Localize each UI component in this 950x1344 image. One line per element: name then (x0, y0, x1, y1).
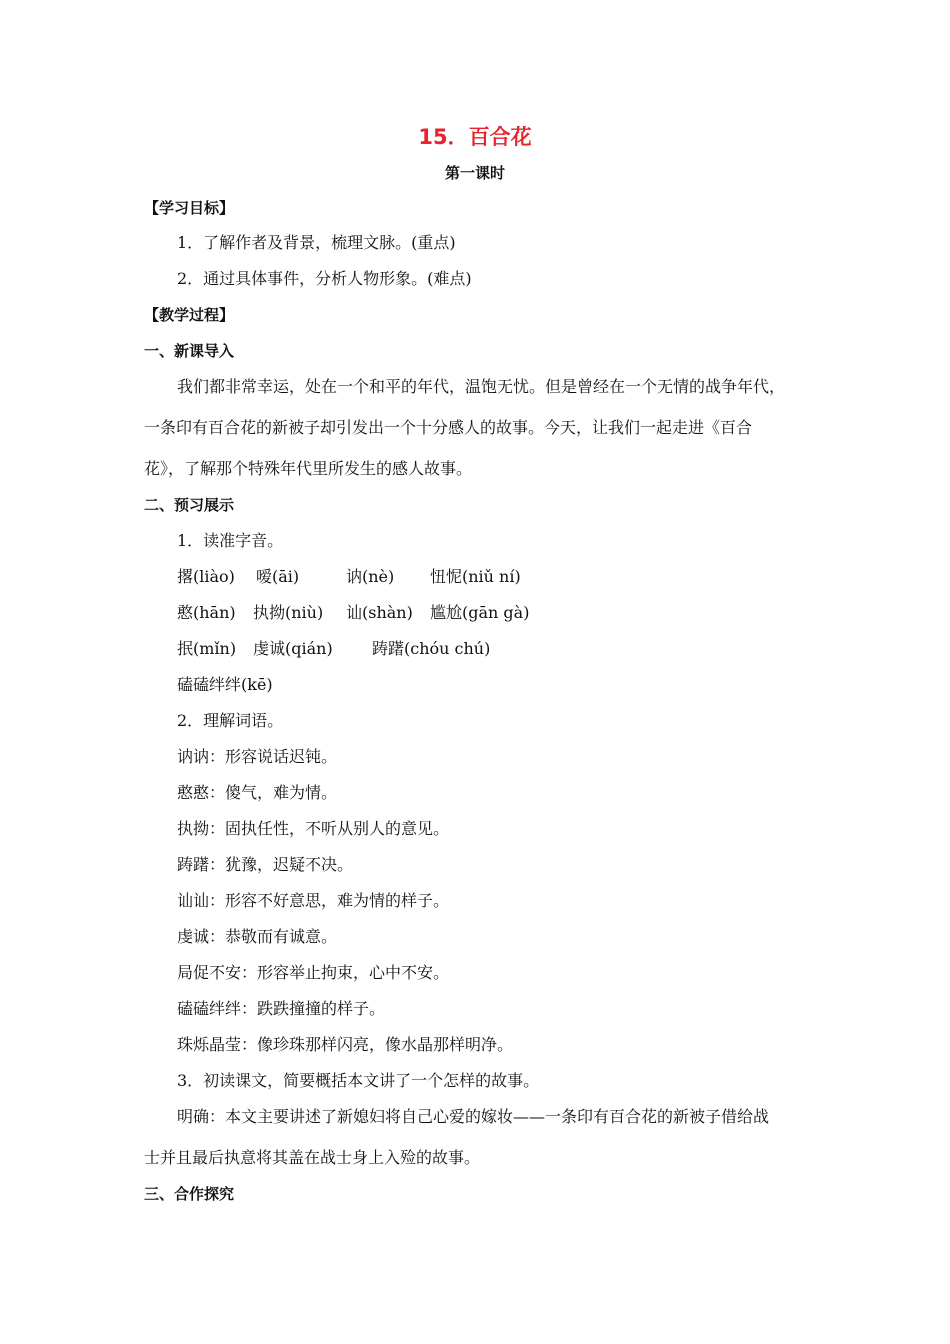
pinyin-word: 讪(shàn) (346, 603, 413, 622)
pinyin-row: 磕磕绊绊(kē) (177, 675, 273, 694)
pinyin-word: 撂(liào) (177, 567, 235, 586)
pinyin-word: 憨(hān) (177, 603, 236, 622)
pinyin-row (177, 567, 521, 587)
pinyin-word: 嗳(āi) (256, 567, 300, 586)
subsection-heading: 3．初读课文，简要概括本文讲了一个怎样的故事。 (177, 1071, 540, 1090)
pinyin-word: 虔诚(qián) (253, 639, 333, 658)
pinyin-word: 踌躇(chóu chú) (372, 639, 491, 658)
goals-heading: 【学习目标】 (144, 199, 235, 217)
subsection-heading: 1．读准字音。 (177, 531, 284, 550)
vocab-item: 执拗：固执任性，不听从别人的意见。 (177, 819, 450, 838)
intro-paragraph-line: 一条印有百合花的新被子却引发出一个十分感人的故事。今天，让我们一起走进《百合 (144, 418, 753, 437)
answer-line: 明确：本文主要讲述了新媳妇将自己心爱的嫁妆——一条印有百合花的新被子借给战 (177, 1107, 770, 1126)
lesson-subtitle: 第一课时 (444, 164, 505, 182)
intro-paragraph-line: 我们都非常幸运，处在一个和平的年代，温饱无忧。但是曾经在一个无情的战争年代， (177, 377, 786, 396)
vocab-item: 珠烁晶莹：像珍珠那样闪亮，像水晶那样明净。 (177, 1035, 514, 1054)
vocab-item: 讷讷：形容说话迟钝。 (177, 747, 338, 766)
pinyin-row (177, 639, 490, 659)
pinyin-word: 抿(mǐn) (177, 639, 237, 658)
answer-line: 士并且最后执意将其盖在战士身上入殓的故事。 (144, 1148, 481, 1167)
section-heading: 二、预习展示 (144, 496, 235, 514)
vocab-item: 憨憨：傻气，难为情。 (177, 783, 338, 802)
vocab-item: 局促不安：形容举止拘束，心中不安。 (177, 963, 450, 982)
section-heading: 三、合作探究 (144, 1185, 235, 1203)
process-heading: 【教学过程】 (144, 306, 235, 324)
vocab-item: 磕磕绊绊：跌跌撞撞的样子。 (177, 999, 386, 1018)
goal-item: 2．通过具体事件，分析人物形象。(难点) (177, 269, 472, 288)
vocab-item: 踌躇：犹豫，迟疑不决。 (177, 855, 354, 874)
vocab-item: 讪讪：形容不好意思，难为情的样子。 (177, 891, 450, 910)
intro-paragraph-line: 花》，了解那个特殊年代里所发生的感人故事。 (144, 459, 473, 478)
pinyin-word: 尴尬(gān gà) (430, 603, 530, 622)
pinyin-word: 忸怩(niǔ ní) (430, 567, 521, 586)
pinyin-word: 讷(nè) (346, 567, 395, 586)
pinyin-word: 执拗(niù) (253, 603, 324, 622)
page-title: 15．百合花 (418, 125, 532, 149)
subsection-heading: 2．理解词语。 (177, 711, 284, 730)
goal-item: 1．了解作者及背景，梳理文脉。(重点) (177, 233, 456, 252)
vocab-item: 虔诚：恭敬而有诚意。 (177, 927, 338, 946)
section-heading: 一、新课导入 (144, 342, 235, 360)
pinyin-row (177, 603, 529, 623)
